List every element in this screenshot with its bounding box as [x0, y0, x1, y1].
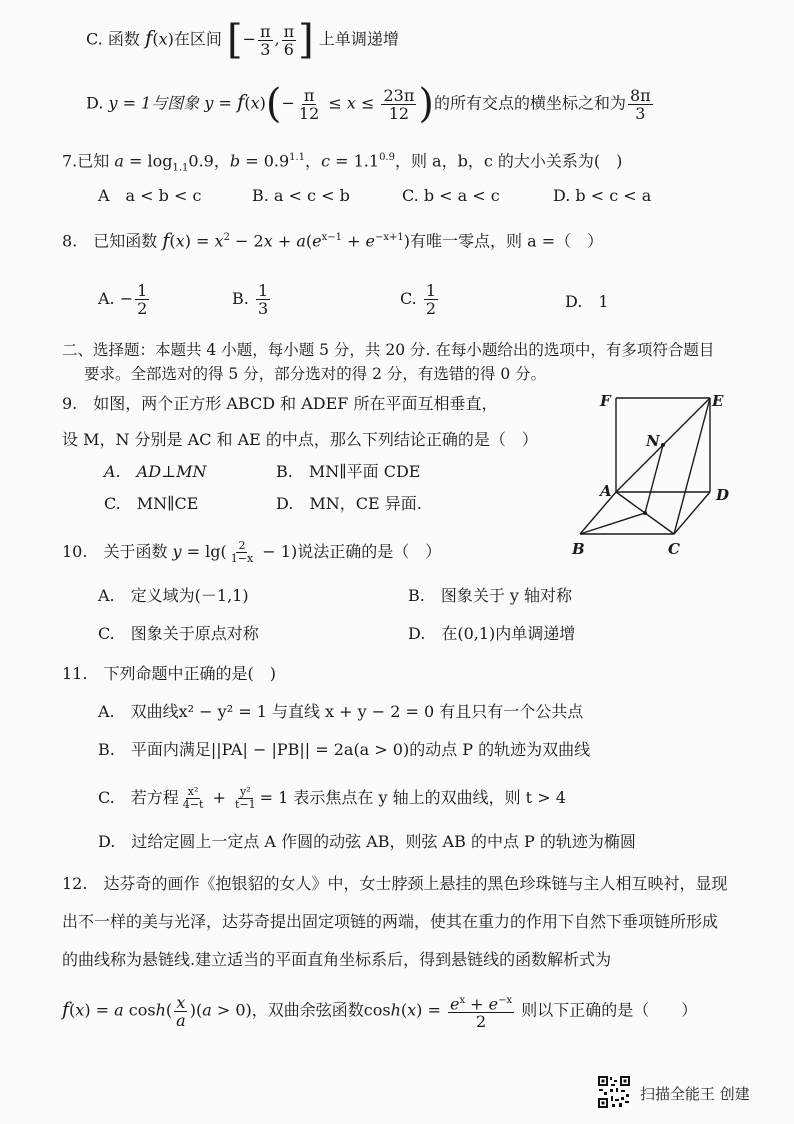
q9-option-d: D. MN，CE 异面.: [276, 494, 422, 513]
q12-line2: 出不一样的美与光泽，达芬奇提出固定项链的两端，使其在重力的作用下自然下垂项链所形成: [62, 912, 719, 931]
fig-label-f: F: [600, 392, 611, 410]
q12-line3: 的曲线称为悬链线.建立适当的平面直角坐标系后，得到悬链线的函数解析式为: [62, 950, 612, 969]
q9-line2: 设 M，N 分别是 AC 和 AE 的中点，那么下列结论正确的是（ ）: [62, 430, 538, 449]
q11-option-c: C. 若方程 $\frac{\text{x²}}{4-t}$ + $\frac{\text{y²}}{t-1}$ = 1 表示焦点在 y 轴上的双曲线，则 t > 4: [98, 785, 566, 811]
fig-label-d: D: [716, 486, 730, 504]
q9-option-b: B. MN∥平面 CDE: [276, 462, 421, 481]
q9-figure: [570, 388, 750, 560]
fig-label-n: N: [646, 432, 660, 450]
q10-option-a: A. 定义域为(－1,1): [98, 586, 249, 605]
q11-stem: 11. 下列命题中正确的是( ): [62, 664, 276, 683]
q10-option-d: D. 在(0,1)内单调递增: [408, 624, 576, 643]
q6-option-d: D. y = 1与图象 y = f(x)(− $\frac{\pi}{12}$ ≤ x ≤ $\frac{23\pi}{12}$ )的所有交点的横坐标之和为 $\frac{8\pi}{3}$: [86, 81, 651, 127]
q9-line1: 9. 如图，两个正方形 ABCD 和 ADEF 所在平面互相垂直，: [62, 394, 498, 413]
q8-stem: 8. 已知函数 $f(x) = x^2 - 2x + a(e^{x-1} + e^{-x+1})$有唯一零点，则 a =（ ）: [62, 229, 604, 252]
scanner-brand: 扫描全能王 创建: [640, 1085, 750, 1103]
q8-option-c: C. $\frac{1}{2}$: [400, 281, 437, 318]
q10-option-b: B. 图象关于 y 轴对称: [408, 586, 573, 605]
q7-option-d: D. b < c < a: [553, 186, 652, 205]
q8-option-d: D. 1: [565, 292, 609, 311]
q11-option-b: B. 平面内满足||PA| − |PB|| = 2a(a > 0)的动点 P 的轨迹为双曲线: [98, 740, 591, 759]
q7-option-b: B. a < c < b: [252, 186, 350, 205]
q12-line1: 12. 达芬奇的画作《抱银貂的女人》中，女士脖颈上悬挂的黑色珍珠链与主人相互映衬，显现: [62, 874, 728, 893]
q8-option-a: A. − $\frac{1}{2}$: [98, 281, 148, 318]
q10-stem: 10. 关于函数 y = lg( $\frac{2}{1-x}$ − 1)说法正确的是（ ）: [62, 539, 442, 565]
fig-label-c: C: [668, 540, 680, 558]
fig-label-b: B: [572, 540, 585, 558]
qr-code-icon: [597, 1075, 631, 1109]
q7-stem: 7.已知 $a = \log_{1.1}0.9$，$b = 0.9^{1.1}$，$c = 1.1^{0.9}$，则 a，b，c 的大小关系为( ): [62, 151, 623, 174]
q8-option-b: B. $\frac{1}{3}$: [232, 281, 269, 318]
q12-line4: f(x) = a cosh( $\frac{x}{a}$ )(a > 0)，双曲余弦函数cosh(x) = $\frac{e^x + e^{-x}}{2}$ 则以下正确的是（ ）: [62, 992, 698, 1032]
section2-line2: 要求。全部选对的得 5 分，部分选对的得 2 分，有选错的得 0 分。: [84, 365, 547, 383]
q7-option-a: A a < b < c: [98, 186, 202, 205]
q7-option-c: C. b < a < c: [402, 186, 500, 205]
q9-option-a: A. AD⊥MN: [104, 462, 207, 481]
q11-option-a: A. 双曲线x² − y² = 1 与直线 x + y − 2 = 0 有且只有一个公共点: [98, 702, 584, 721]
section2-line1: 二、选择题：本题共 4 小题，每小题 5 分，共 20 分. 在每小题给出的选项中，有多项符合题目: [62, 341, 715, 359]
q9-option-c: C. MN∥CE: [104, 494, 199, 513]
q6-option-c: C. 函数 f(x)在区间 [− $\frac{\pi}{3}$ , $\frac{\pi}{6}$ ] 上单调递增: [86, 17, 399, 63]
fig-label-e: E: [712, 392, 724, 410]
q10-option-c: C. 图象关于原点对称: [98, 624, 259, 643]
q11-option-d: D. 过给定圆上一定点 A 作圆的动弦 AB，则弦 AB 的中点 P 的轨迹为椭圆: [98, 832, 636, 851]
fig-label-a: A: [600, 482, 612, 500]
